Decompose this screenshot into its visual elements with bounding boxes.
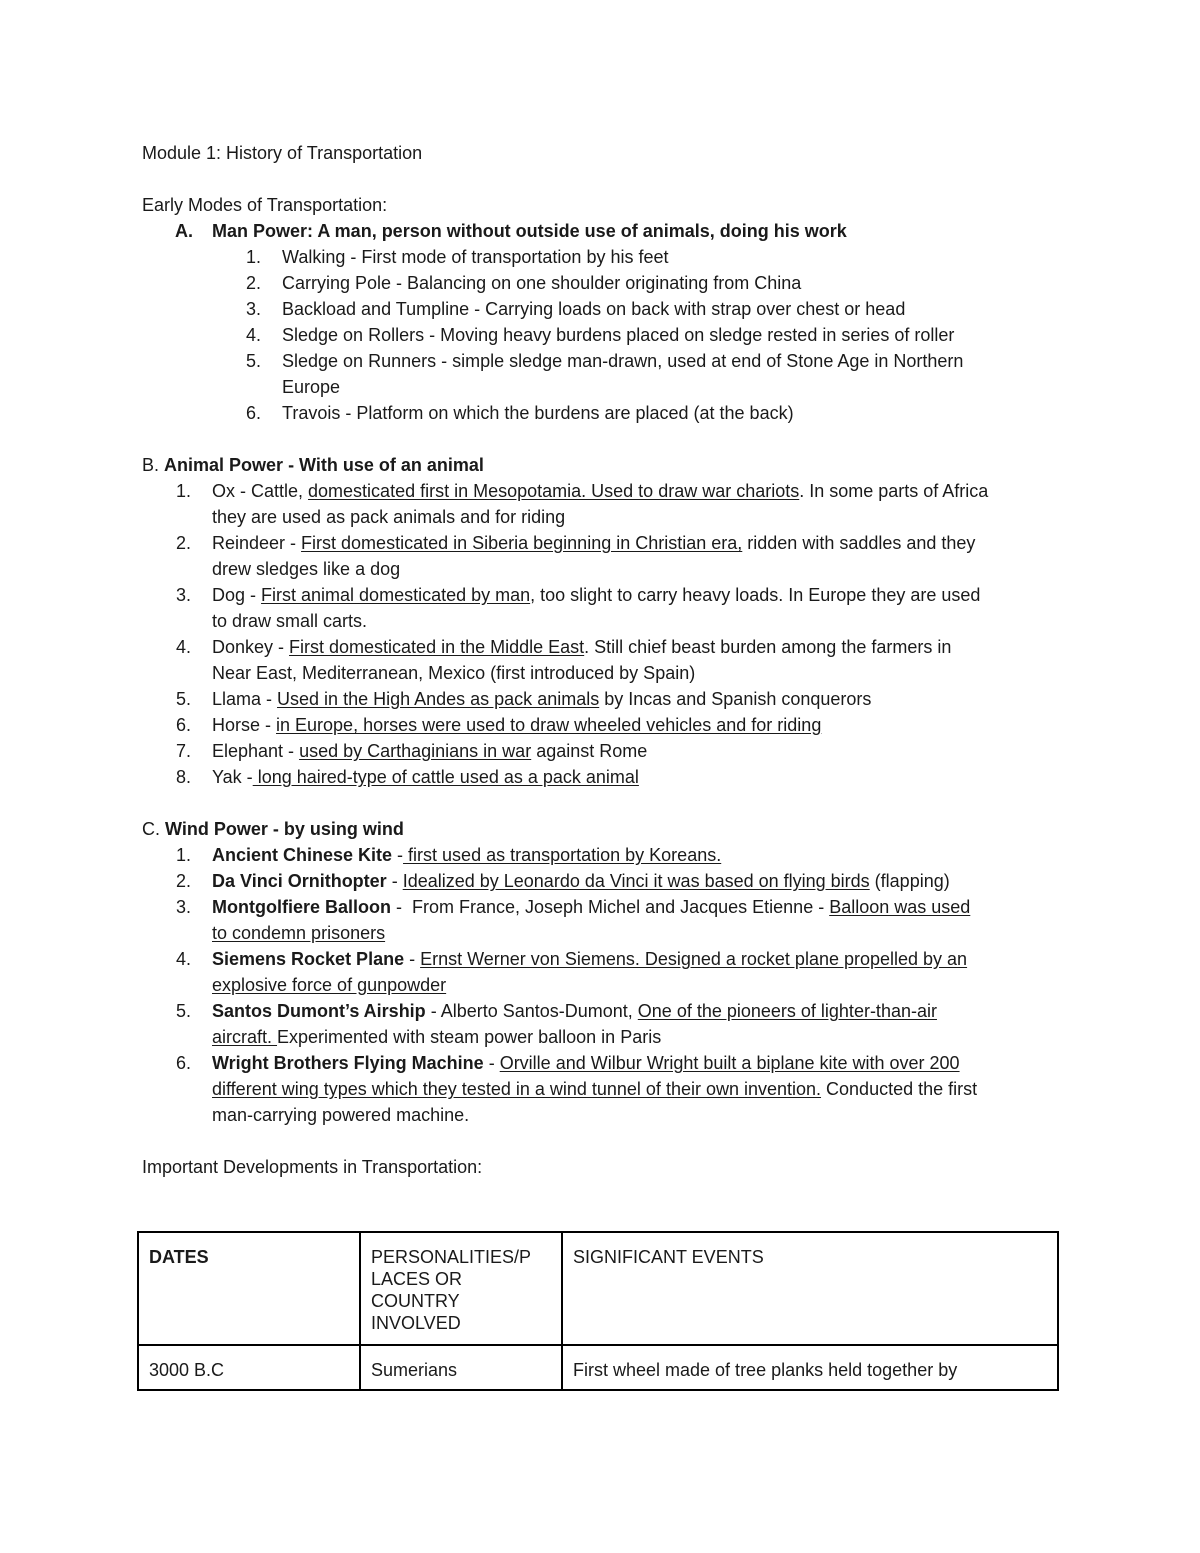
list-number: 5.: [176, 1001, 192, 1021]
list-item-continuation: [212, 1024, 661, 1050]
table-header-cell: PERSONALITIES/P LACES OR COUNTRY INVOLVED: [360, 1232, 562, 1345]
list-item: Travois - Platform on which the burdens are placed (at the back): [282, 403, 794, 423]
underlined-text: Orville and Wilbur Wright built a biplane kite with over 200: [499, 1053, 960, 1073]
list-item: [212, 634, 951, 660]
item-text: -: [386, 871, 403, 891]
underlined-text: Ernst Werner von Siemens. Designed a rocket plane propelled by an: [420, 949, 968, 969]
underlined-text: first used as transportation by Koreans.: [403, 845, 722, 865]
underlined-text: One of the pioneers of lighter-than-air: [637, 1001, 937, 1021]
list-item: [212, 946, 967, 972]
item-text: . In some parts of Africa: [799, 481, 989, 501]
table-header-cell: [138, 1232, 360, 1345]
list-item: [212, 686, 871, 712]
header-dates: DATES: [149, 1247, 209, 1267]
item-name: Wright Brothers Flying Machine: [212, 1053, 484, 1073]
table-cell: 3000 B.C: [138, 1345, 360, 1390]
list-item-continuation: [212, 920, 385, 946]
list-item: [212, 1050, 960, 1076]
item-name: Ancient Chinese Kite: [212, 845, 393, 865]
item-text: -: [392, 845, 404, 865]
section-b-heading: Animal Power - With use of an animal: [164, 455, 484, 475]
item-text: Llama -: [212, 689, 278, 709]
list-item: Sledge on Runners - simple sledge man-drawn, used at end of Stone Age in Northern: [282, 351, 964, 371]
list-item: [212, 894, 970, 920]
underlined-text: Balloon was used: [829, 897, 971, 917]
list-item-continuation: man-carrying powered machine.: [212, 1105, 470, 1125]
table-cell: Sumerians: [360, 1345, 562, 1390]
item-text: . Still chief beast burden among the farmers in: [584, 637, 952, 657]
list-item: Sledge on Rollers - Moving heavy burdens placed on sledge rested in series of roller: [282, 325, 955, 345]
section-b-header: [142, 452, 484, 478]
item-text: Experimented with steam power balloon in Paris: [277, 1027, 662, 1047]
list-number: 4.: [176, 637, 192, 657]
table-row: [138, 1345, 1058, 1390]
section-c-header: [142, 816, 404, 842]
item-text: Conducted the first: [821, 1079, 978, 1099]
item-text: Elephant -: [212, 741, 300, 761]
item-text: , too slight to carry heavy loads. In Europe they are used: [530, 585, 981, 605]
item-text: - Alberto Santos-Dumont,: [425, 1001, 638, 1021]
item-name: Santos Dumont’s Airship: [212, 1001, 426, 1021]
underlined-text: long haired-type of cattle used as a pack animal: [252, 767, 639, 787]
list-number: 3.: [246, 299, 262, 319]
list-item: [212, 530, 975, 556]
list-number: 3.: [176, 585, 192, 605]
list-item: [212, 998, 937, 1024]
list-number: 1.: [176, 481, 192, 501]
list-item: [212, 842, 721, 868]
underlined-text: to condemn prisoners: [212, 923, 386, 943]
underlined-text: in Europe, horses were used to draw wheeled vehicles and for riding: [276, 715, 822, 735]
list-number: 5.: [246, 351, 262, 371]
list-number: 6.: [246, 403, 262, 423]
list-item: [212, 738, 647, 764]
item-text: Horse -: [212, 715, 277, 735]
list-item-continuation: Near East, Mediterranean, Mexico (first introduced by Spain): [212, 663, 696, 683]
item-text: Dog -: [212, 585, 262, 605]
item-text: Ox - Cattle,: [212, 481, 309, 501]
section-a-heading: Man Power: A man, person without outside use of animals, doing his work: [212, 221, 847, 241]
list-item-continuation: drew sledges like a dog: [212, 559, 401, 579]
item-text: -: [483, 1053, 500, 1073]
list-number: 7.: [176, 741, 192, 761]
list-item-continuation: [212, 972, 446, 998]
underlined-text: domesticated first in Mesopotamia. Used to draw war chariots: [308, 481, 800, 501]
list-item: [212, 868, 950, 894]
list-item: Walking - First mode of transportation by his feet: [282, 247, 669, 267]
item-text: ridden with saddles and they: [742, 533, 976, 553]
list-item: [212, 764, 639, 790]
section-a-marker: A.: [175, 221, 193, 241]
item-text: -: [404, 949, 421, 969]
list-item: Backload and Tumpline - Carrying loads on back with strap over chest or head: [282, 299, 906, 319]
list-number: 6.: [176, 715, 192, 735]
underlined-text: First animal domesticated by man: [261, 585, 531, 605]
item-name: Siemens Rocket Plane: [212, 949, 405, 969]
list-number: 2.: [176, 533, 192, 553]
item-text: Reindeer -: [212, 533, 302, 553]
section-c-heading: Wind Power - by using wind: [165, 819, 404, 839]
list-number: 4.: [176, 949, 192, 969]
document-title: Module 1: History of Transportation: [142, 143, 423, 163]
underlined-text: explosive force of gunpowder: [212, 975, 447, 995]
section-c-marker: C.: [142, 819, 160, 839]
item-text: Donkey -: [212, 637, 290, 657]
list-number: 2.: [176, 871, 192, 891]
list-item-continuation: they are used as pack animals and for riding: [212, 507, 566, 527]
list-number: 6.: [176, 1053, 192, 1073]
item-text: - From France, Joseph Michel and Jacques Etienne -: [391, 897, 830, 917]
developments-table: [137, 1231, 1059, 1391]
list-number: 2.: [246, 273, 262, 293]
list-item: Carrying Pole - Balancing on one shoulder originating from China: [282, 273, 802, 293]
item-text: (flapping): [869, 871, 950, 891]
list-item: [212, 582, 980, 608]
list-item: [212, 478, 988, 504]
item-name: Montgolfiere Balloon: [212, 897, 391, 917]
list-number: 3.: [176, 897, 192, 917]
list-item-continuation: to draw small carts.: [212, 611, 368, 631]
underlined-text: different wing types which they tested in a wind tunnel of their own invention.: [212, 1079, 822, 1099]
item-text: by Incas and Spanish conquerors: [599, 689, 872, 709]
underlined-text: used by Carthaginians in war: [299, 741, 532, 761]
list-number: 4.: [246, 325, 262, 345]
list-item-continuation: Europe: [282, 377, 341, 397]
list-number: 1.: [246, 247, 262, 267]
list-number: 8.: [176, 767, 192, 787]
early-modes-heading: Early Modes of Transportation:: [142, 195, 388, 215]
table-header-row: [138, 1232, 1058, 1345]
underlined-text: aircraft.: [212, 1027, 278, 1047]
item-text: Yak -: [212, 767, 253, 787]
list-number: 1.: [176, 845, 192, 865]
underlined-text: First domesticated in Siberia beginning in Christian era,: [301, 533, 743, 553]
table-cell: First wheel made of tree planks held together by: [562, 1345, 1058, 1390]
list-item-continuation: [212, 1076, 977, 1102]
developments-heading: Important Developments in Transportation:: [142, 1157, 483, 1177]
section-b-marker: B.: [142, 455, 160, 475]
list-item: [212, 712, 821, 738]
item-name: Da Vinci Ornithopter: [212, 871, 387, 891]
underlined-text: Used in the High Andes as pack animals: [277, 689, 600, 709]
item-text: against Rome: [531, 741, 648, 761]
underlined-text: Idealized by Leonardo da Vinci it was based on flying birds: [402, 871, 870, 891]
table-header-cell: SIGNIFICANT EVENTS: [562, 1232, 1058, 1345]
list-number: 5.: [176, 689, 192, 709]
underlined-text: First domesticated in the Middle East: [289, 637, 585, 657]
